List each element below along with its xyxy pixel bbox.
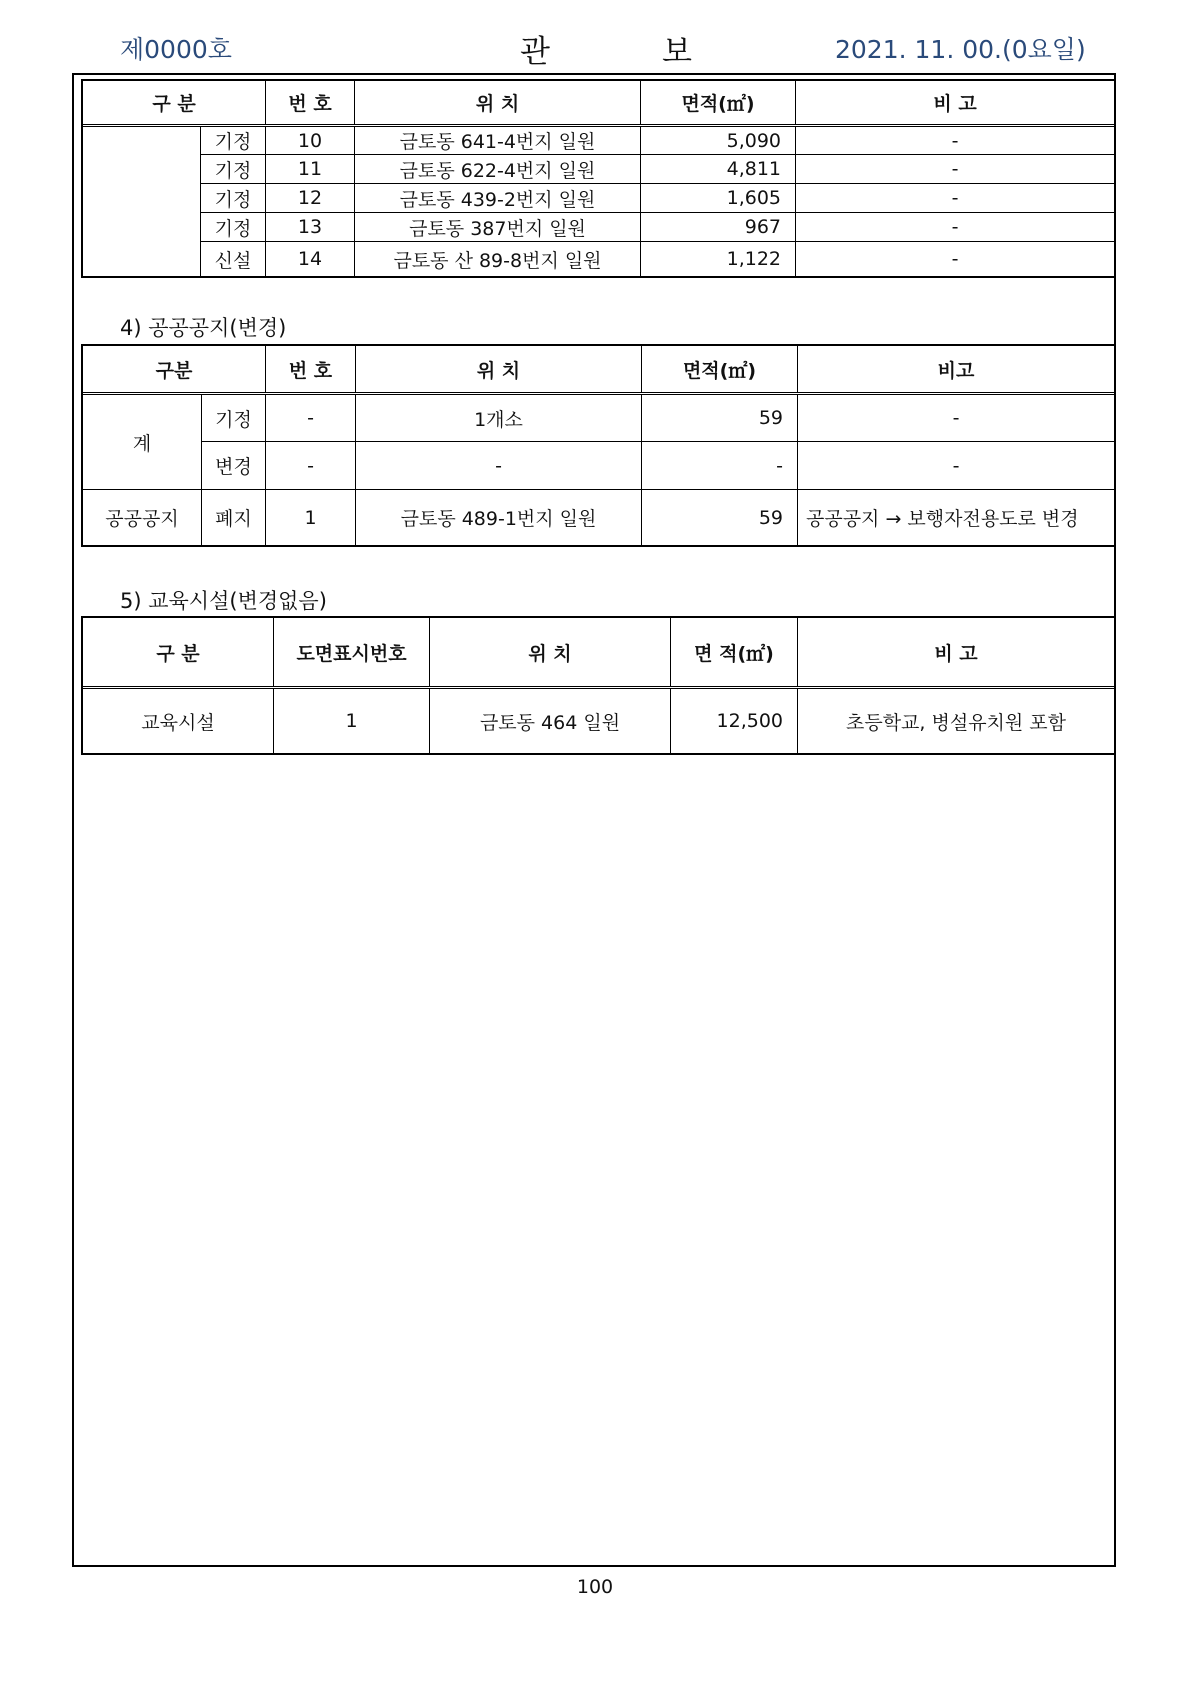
header-area: 면적(㎡) (641, 81, 796, 126)
header-area: 면 적(㎡) (671, 618, 798, 688)
row-number: 1 (274, 688, 430, 754)
issue-date: 2021. 11. 00.(0요일) (835, 35, 1086, 64)
page-frame (72, 73, 1116, 1567)
row-category: 공공공지 (83, 490, 202, 546)
table-row (83, 688, 1115, 754)
row-note: 공공공지 → 보행자전용도로 변경 (798, 490, 1115, 546)
row-type: 기정 (201, 126, 266, 155)
row-location: 1개소 (356, 394, 642, 442)
public-space-table (82, 345, 1115, 546)
category-blank-cell (83, 126, 201, 277)
row-area: 967 (641, 213, 796, 242)
row-type: 변경 (202, 442, 266, 490)
row-number: - (266, 394, 356, 442)
section-4-title: 4) 공공공지(변경) (120, 316, 287, 340)
row-area: 4,811 (641, 155, 796, 184)
row-location: 금토동 622-4번지 일원 (355, 155, 641, 184)
row-number: - (266, 442, 356, 490)
table-row (83, 442, 1115, 490)
header-category: 구 분 (83, 618, 274, 688)
header-location: 위 치 (355, 81, 641, 126)
row-area: 5,090 (641, 126, 796, 155)
row-type: 신설 (201, 242, 266, 277)
row-area: 12,500 (671, 688, 798, 754)
header-category: 구분 (83, 346, 266, 394)
row-note: - (796, 184, 1115, 213)
header-note: 비고 (798, 346, 1115, 394)
table-row (83, 184, 1115, 213)
table-continued (82, 80, 1115, 277)
row-location: 금토동 387번지 일원 (355, 213, 641, 242)
header-category: 구 분 (83, 81, 266, 126)
row-area: - (642, 442, 798, 490)
row-area: 1,122 (641, 242, 796, 277)
row-location: 금토동 641-4번지 일원 (355, 126, 641, 155)
row-number: 12 (266, 184, 355, 213)
row-location: 금토동 439-2번지 일원 (355, 184, 641, 213)
row-number: 13 (266, 213, 355, 242)
table-row (83, 242, 1115, 277)
header-number: 번 호 (266, 81, 355, 126)
row-type: 기정 (202, 394, 266, 442)
header-location: 위 치 (356, 346, 642, 394)
issue-number: 제0000호 (120, 35, 232, 64)
header-location: 위 치 (430, 618, 671, 688)
section-5-title: 5) 교육시설(변경없음) (120, 589, 327, 613)
row-note: - (796, 155, 1115, 184)
row-area: 59 (642, 490, 798, 546)
header-map-number: 도면표시번호 (274, 618, 430, 688)
row-area: 1,605 (641, 184, 796, 213)
table-row (83, 213, 1115, 242)
header-note: 비 고 (796, 81, 1115, 126)
table-row (83, 155, 1115, 184)
row-location: 금토동 464 일원 (430, 688, 671, 754)
header-note: 비 고 (798, 618, 1115, 688)
row-location: 금토동 산 89-8번지 일원 (355, 242, 641, 277)
row-category: 교육시설 (83, 688, 274, 754)
row-location: 금토동 489-1번지 일원 (356, 490, 642, 546)
education-table (82, 617, 1115, 754)
table-row (83, 490, 1115, 546)
row-note: - (796, 126, 1115, 155)
row-note: - (798, 442, 1115, 490)
table-row (83, 394, 1115, 442)
total-label: 계 (83, 394, 202, 490)
row-location: - (356, 442, 642, 490)
row-note: 초등학교, 병설유치원 포함 (798, 688, 1115, 754)
row-area: 59 (642, 394, 798, 442)
row-number: 11 (266, 155, 355, 184)
row-type: 기정 (201, 213, 266, 242)
header-area: 면적(㎡) (642, 346, 798, 394)
row-note: - (796, 213, 1115, 242)
table-row (83, 126, 1115, 155)
row-type: 기정 (201, 184, 266, 213)
page-number: 100 (576, 1576, 614, 1598)
row-note: - (796, 242, 1115, 277)
row-type: 폐지 (202, 490, 266, 546)
gazette-title: 관보 (520, 34, 804, 70)
row-number: 14 (266, 242, 355, 277)
row-number: 1 (266, 490, 356, 546)
header-number: 번 호 (266, 346, 356, 394)
row-type: 기정 (201, 155, 266, 184)
row-number: 10 (266, 126, 355, 155)
row-note: - (798, 394, 1115, 442)
